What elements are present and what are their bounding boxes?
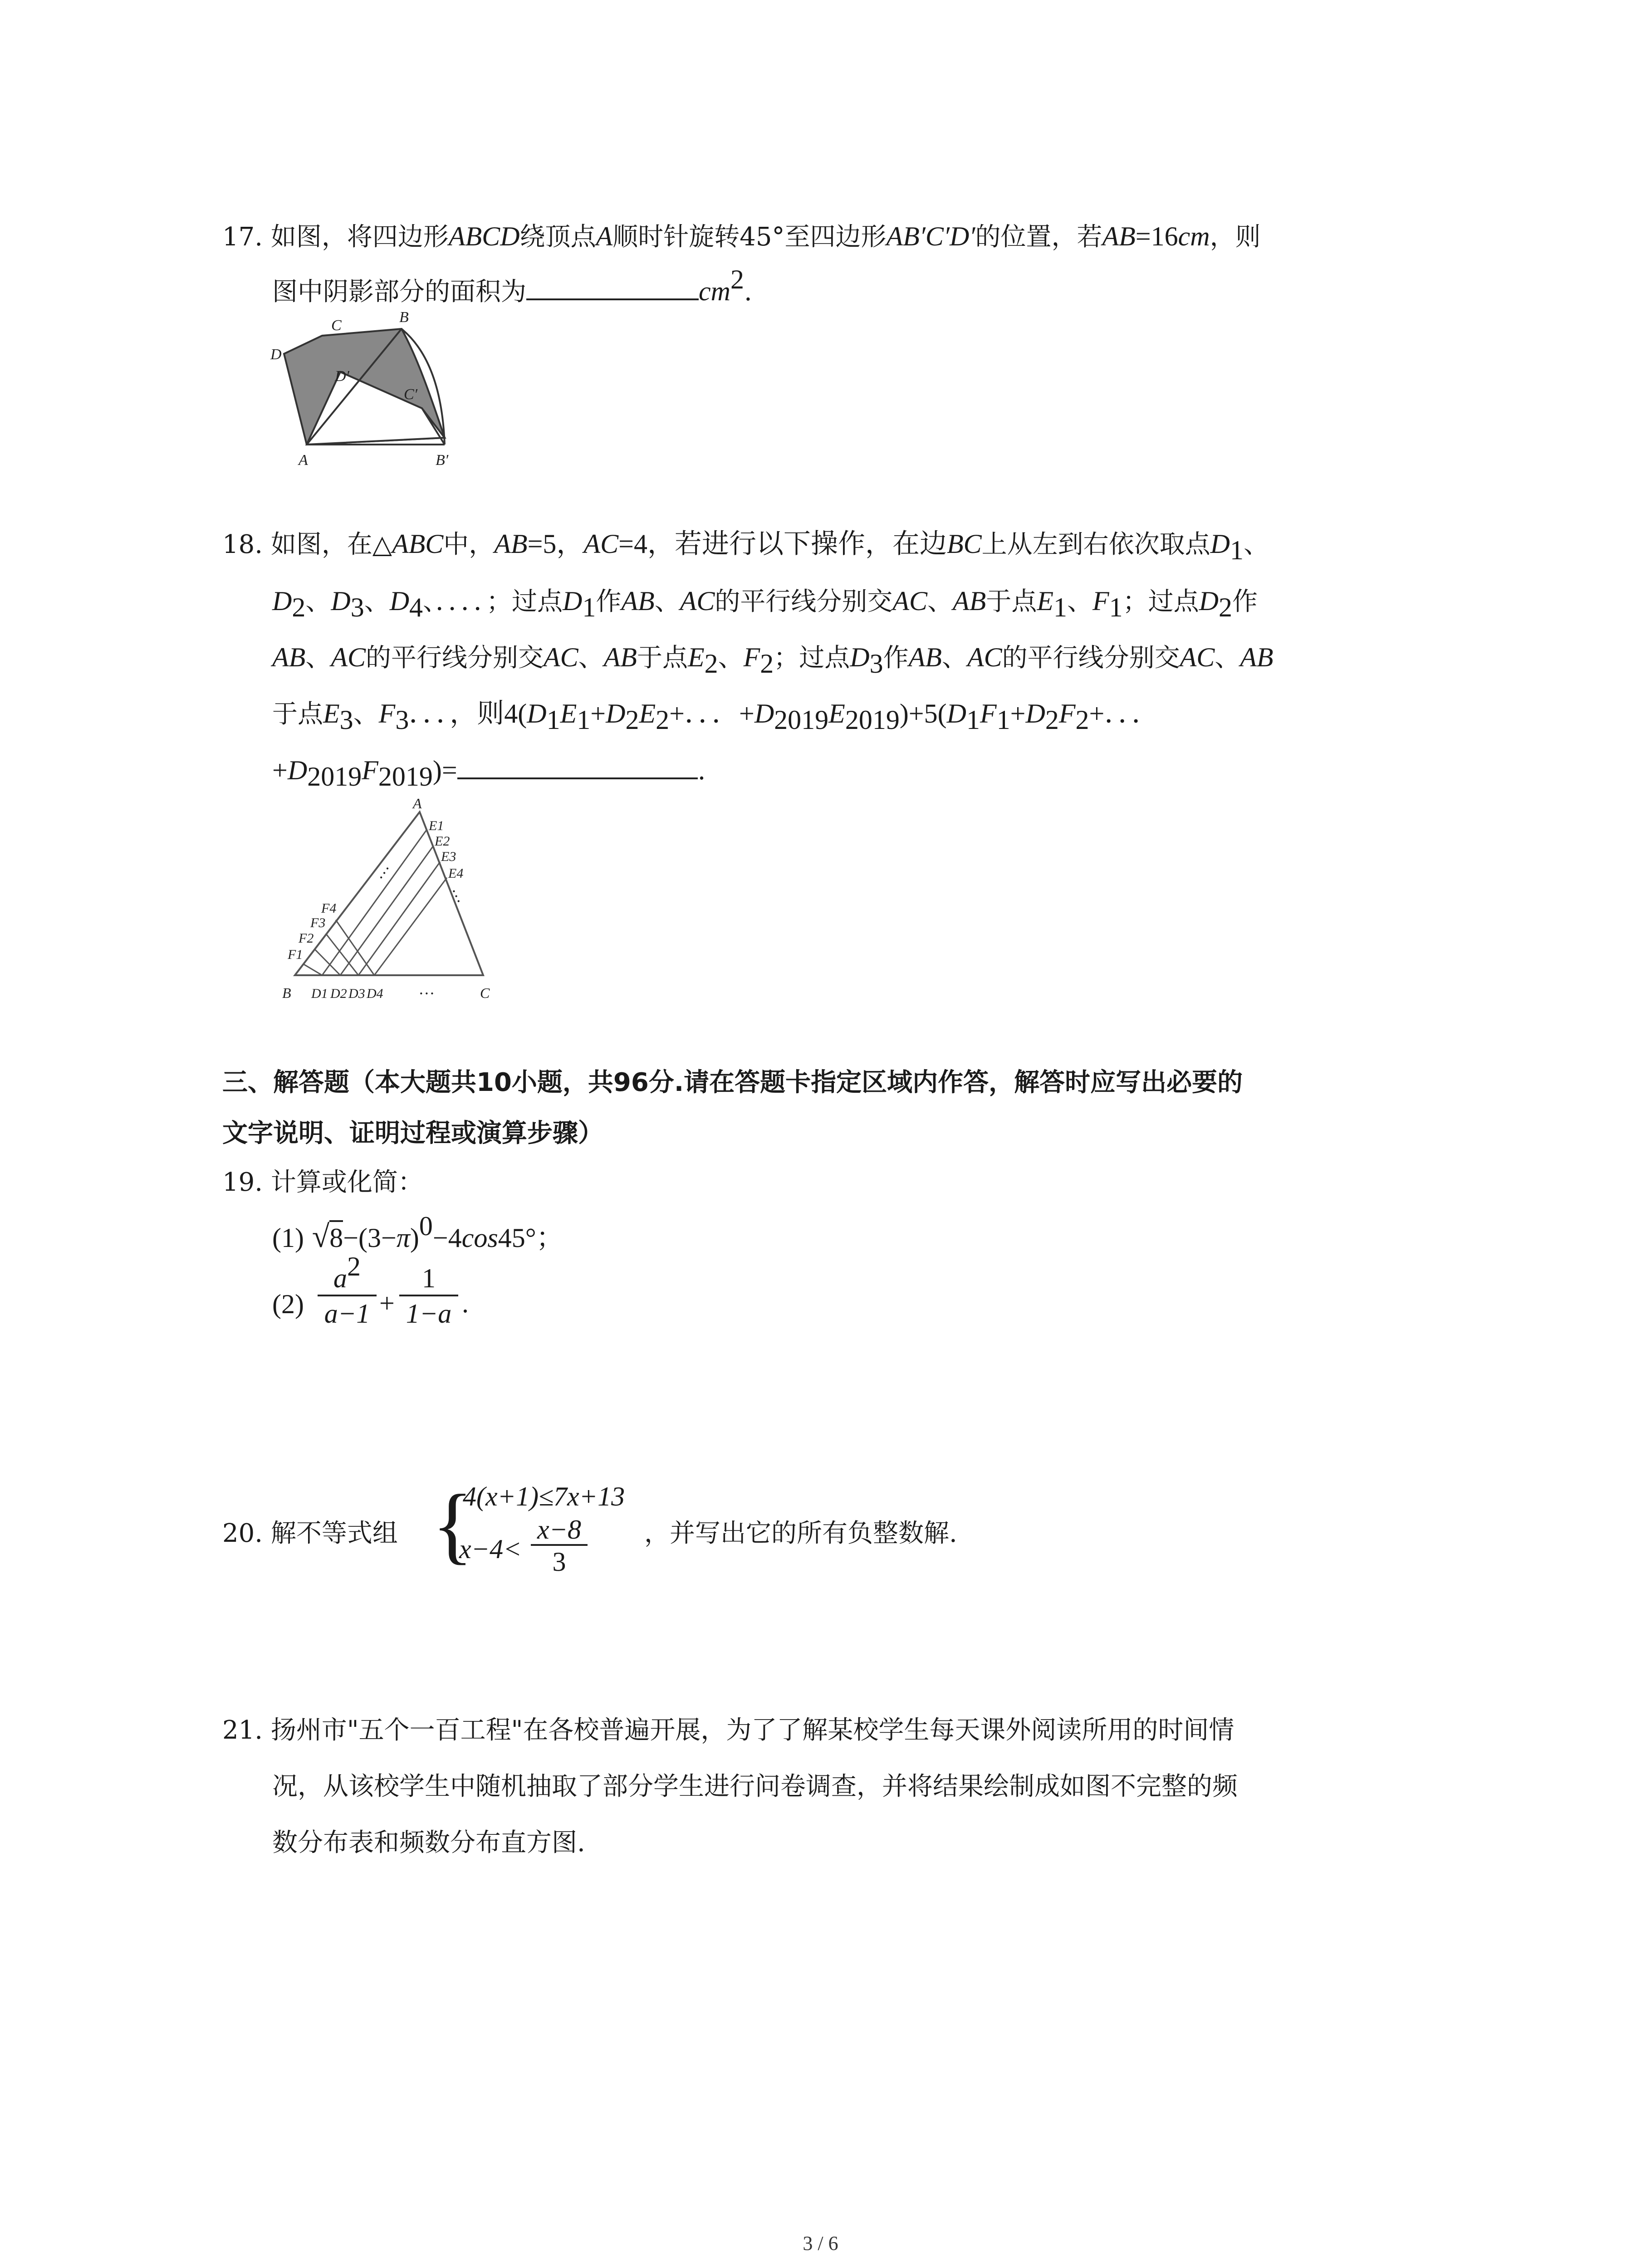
q19-text: 计算或化简：	[270, 1168, 423, 1197]
q19-exponent: 2	[347, 1251, 361, 1281]
q19-math: a	[333, 1263, 347, 1293]
q19-math: )	[410, 1223, 419, 1253]
q17-label-d: D	[270, 346, 282, 363]
q17-text: ，则	[1210, 222, 1261, 252]
q18-math: D	[1025, 699, 1045, 728]
q18-sub: 3	[869, 649, 883, 679]
q18-sub: 1	[996, 705, 1010, 735]
q18-math: D	[287, 755, 308, 785]
q18-math: AC	[583, 529, 619, 559]
q18-sub: 3	[395, 705, 409, 735]
q18-math: AB	[494, 529, 528, 559]
q20-lead	[222, 1518, 398, 1549]
q18-sub: 1	[1053, 592, 1067, 622]
q19-fraction-2	[399, 1262, 458, 1331]
q17-unit: cm	[699, 276, 730, 306]
q20-fraction	[531, 1515, 588, 1578]
q18-math: AB	[908, 642, 942, 672]
q20-frac-denominator: 3	[552, 1547, 566, 1577]
q18-math: +	[272, 755, 288, 785]
q17-label-cp: C′	[404, 386, 418, 403]
q19-math: cos	[461, 1223, 498, 1253]
q18-text: 上从左到右依次取点	[981, 530, 1210, 559]
q17-math: =16	[1135, 221, 1178, 251]
q19-title	[222, 1167, 423, 1198]
page-number: 3 / 6	[803, 2232, 838, 2254]
q18-math: )+5(	[899, 699, 947, 728]
q18-text: 如图，在△	[270, 530, 392, 559]
q17-label-bp: B′	[436, 452, 449, 469]
q17-text: 的位置，若	[975, 222, 1102, 252]
q18-label-c: C	[480, 985, 490, 1001]
q17-text: 绕顶点	[519, 222, 596, 252]
q18-text: 于点	[986, 587, 1037, 616]
q19-frac1-denominator: a−1	[324, 1299, 370, 1329]
answer-blank[interactable]	[457, 754, 698, 779]
section3-heading-line2: 文字说明、证明过程或演算步骤）	[222, 1119, 603, 1148]
q18-text: =4，若进行以下操作，在边	[618, 529, 947, 559]
q19-radicand: 8	[329, 1220, 343, 1253]
q18-text: 、	[364, 587, 390, 616]
q17-label-dp: D′	[335, 368, 349, 385]
q18-sub: 4	[409, 592, 423, 622]
q20-inequality-1: 4(x+1)≤7x+13	[463, 1481, 625, 1511]
q18-math: AB	[272, 642, 306, 672]
q17-label-c: C	[331, 317, 342, 334]
q18-sub: 2	[1045, 705, 1059, 735]
q20-text: 解不等式组	[270, 1519, 398, 1548]
q18-math: F	[980, 699, 997, 728]
q17-text: 图中阴影部分的面积为	[272, 277, 526, 307]
q21-text: 扬州市"五个一百工程"在各校普遍开展，为了了解某校学生每天课外阅读所用的时间情	[270, 1716, 1234, 1745]
q18-math: D	[850, 642, 870, 672]
q18-text: 作	[883, 643, 909, 673]
q18-text: 、	[1215, 643, 1240, 673]
q18-sub: 1	[1109, 592, 1123, 622]
q20-number: 20.	[222, 1519, 263, 1548]
q18-figure	[272, 798, 508, 1007]
q18-sub: 2	[760, 649, 774, 679]
q17-label-a: A	[299, 452, 308, 469]
q18-math: F	[1092, 586, 1109, 616]
q18-text: 于点	[637, 643, 688, 673]
q18-math: D	[563, 586, 583, 616]
q18-label-b: B	[282, 985, 291, 1001]
q18-label-d1: D1	[311, 986, 328, 1001]
q18-text: 作	[596, 587, 622, 616]
sqrt-icon: √	[312, 1219, 330, 1254]
q18-label-e4: E4	[448, 866, 464, 881]
q18-text: 、	[1067, 587, 1092, 616]
q18-label-e1: E1	[429, 818, 444, 833]
q18-dots-right: …	[449, 884, 472, 905]
q18-math: AB	[953, 586, 986, 616]
q18-sub: 3	[339, 705, 353, 735]
q18-math: E	[323, 699, 340, 728]
q18-sub: 2019	[845, 705, 900, 735]
q18-sub: 1	[582, 592, 596, 622]
q18-math: F	[743, 642, 760, 672]
q18-math: D	[1199, 586, 1219, 616]
q18-label-f2: F2	[299, 931, 314, 946]
q18-math: E	[560, 699, 577, 728]
q19-frac2-numerator: 1	[422, 1263, 436, 1293]
q18-sub: 2	[292, 592, 306, 622]
q18-sub: 2019	[307, 762, 362, 792]
q17-line2	[272, 264, 752, 308]
q18-math: D	[527, 699, 547, 728]
q18-sub: 1	[1230, 535, 1244, 565]
q18-math: D	[1210, 529, 1230, 559]
q18-label-f4: F4	[321, 901, 337, 916]
q18-line4	[272, 698, 1159, 735]
q17-label-b: B	[399, 309, 409, 326]
q18-text: 的平行线分别交	[365, 643, 544, 673]
q18-math: D	[946, 699, 966, 728]
q19-part-label: (2)	[272, 1289, 304, 1319]
q18-math: AB	[1240, 642, 1274, 672]
q19-math: 45°；	[498, 1223, 563, 1253]
q17-math: ABCD	[448, 221, 520, 251]
q18-math: AB	[621, 586, 655, 616]
q18-math: F	[378, 699, 396, 728]
q18-math: D	[272, 586, 292, 616]
q18-math: AC	[331, 642, 366, 672]
q18-sub: 2	[1219, 592, 1232, 622]
q18-sub: 1	[577, 705, 591, 735]
q17-math: AB′C′D′	[886, 221, 975, 251]
q18-text: 、	[718, 643, 744, 673]
q18-label-f3: F3	[310, 915, 326, 930]
q18-text: 、	[353, 699, 379, 729]
q17-math: cm	[1178, 221, 1210, 251]
q19-number: 19.	[222, 1168, 263, 1197]
q18-math: )=	[432, 755, 457, 785]
q18-math: +．．．	[1089, 699, 1159, 728]
q18-math: AC	[892, 586, 928, 616]
q18-text: 、	[941, 643, 967, 673]
section3-heading-line1: 三、解答题（本大题共10小题，共96分.请在答题卡指定区域内作答，解答时应写出必要的	[222, 1068, 1243, 1097]
q18-math: F	[1058, 699, 1076, 728]
q18-math: =5，	[527, 529, 584, 559]
q18-text: 、	[578, 643, 604, 673]
q17-math: AB	[1102, 221, 1136, 251]
q21-number: 21.	[222, 1716, 263, 1745]
q18-math: D	[754, 699, 774, 728]
q18-sub: 2019	[774, 705, 829, 735]
q18-label-f1: F1	[288, 947, 303, 962]
q18-sub: 3	[350, 592, 364, 622]
q17-exponent: 2	[730, 264, 744, 294]
q18-text: .	[697, 756, 706, 786]
q18-text: 、	[305, 587, 331, 616]
q19-math: −4	[432, 1223, 462, 1253]
q18-math: +．．．+	[669, 699, 754, 728]
q17-figure	[268, 308, 485, 472]
q18-text: 于点	[272, 699, 323, 729]
q18-math: D	[606, 699, 626, 728]
q18-sub: 1	[546, 705, 560, 735]
q18-sub: 2	[656, 705, 670, 735]
q18-math: E	[828, 699, 845, 728]
q18-label-d2: D2	[330, 986, 347, 1001]
q19-part2-label	[272, 1288, 304, 1321]
q18-line3	[272, 641, 1274, 679]
q18-text: ；过点	[1122, 587, 1199, 616]
q18-text: 作	[1232, 587, 1258, 616]
q18-text: 、	[654, 587, 680, 616]
q18-label-e3: E3	[441, 849, 456, 864]
q17-math: A	[596, 221, 613, 251]
q18-text: 、	[305, 643, 331, 673]
q18-math: +	[1010, 699, 1026, 728]
q18-sub: 2	[704, 649, 718, 679]
q18-text: 、	[927, 587, 953, 616]
answer-blank[interactable]	[526, 275, 699, 300]
q18-math: E	[1037, 586, 1053, 616]
q18-dots-left: …	[369, 859, 392, 881]
q17-text: 如图，将四边形	[270, 222, 449, 252]
q18-sub: 2	[625, 705, 639, 735]
q18-math: F	[362, 755, 378, 785]
q17-text: .	[744, 277, 752, 307]
q18-math: AC	[680, 586, 715, 616]
q18-text: 、	[1243, 530, 1269, 559]
q18-label-d4: D4	[367, 986, 383, 1001]
q18-math: E	[639, 699, 656, 728]
q21-line1	[222, 1715, 1234, 1746]
q18-text: 的平行线分别交	[1002, 643, 1180, 673]
q18-math: AC	[1180, 642, 1215, 672]
q18-text: ；过点	[774, 643, 850, 673]
q18-math: BC	[946, 529, 982, 559]
q18-sub: 1	[966, 705, 980, 735]
q19-frac1-numerator	[318, 1251, 377, 1295]
q18-text: 的平行线分别交	[715, 587, 893, 616]
q18-line2	[272, 585, 1258, 622]
q18-line1	[222, 528, 1269, 565]
q18-sub: 2	[1075, 705, 1089, 735]
q17-number: 17.	[222, 222, 263, 252]
q18-number: 18.	[222, 530, 263, 559]
q18-math: AB	[603, 642, 637, 672]
q21-line2: 况，从该校学生中随机抽取了部分学生进行问卷调查，并将结果绘制成如图不完整的频	[272, 1772, 1238, 1801]
q18-math: AC	[543, 642, 578, 672]
q20-inequality-2-left: x−4<	[459, 1534, 522, 1564]
brace-icon: {	[432, 1477, 474, 1573]
q18-math: AC	[967, 642, 1002, 672]
q18-text: ．．．，则4(	[409, 699, 527, 728]
q18-math: +	[590, 699, 606, 728]
q19-exponent: 0	[419, 1211, 433, 1241]
q17-line1	[222, 220, 1261, 253]
q18-label-e2: E2	[435, 834, 450, 849]
q18-sub: 2019	[378, 762, 433, 792]
q18-line5	[272, 754, 706, 792]
q18-label-d3: D3	[348, 986, 365, 1001]
q21-line3: 数分布表和频数分布直方图.	[272, 1828, 585, 1857]
q17-text: 顺时针旋转45°至四边形	[612, 222, 887, 252]
q20-tail: ，并写出它的所有负整数解.	[644, 1519, 957, 1548]
q18-text: 中，	[443, 530, 495, 559]
q19-math: −(3−	[343, 1223, 397, 1253]
q18-label-a: A	[413, 798, 422, 811]
q19-frac2-denominator: 1−a	[406, 1299, 452, 1329]
q19-plus: +	[379, 1288, 395, 1318]
q20-frac-numerator: x−8	[537, 1515, 582, 1545]
q18-math: ABC	[392, 529, 444, 559]
q19-part-label: (1)	[272, 1223, 304, 1253]
q18-math: D	[331, 586, 351, 616]
q18-dots-bottom: …	[420, 980, 435, 998]
q19-end: .	[462, 1288, 469, 1318]
q19-math: π	[396, 1223, 410, 1253]
q18-text: 、．．．．；过点	[423, 587, 563, 616]
q18-math: D	[389, 586, 410, 616]
q18-math: E	[687, 642, 705, 672]
q19-part1	[272, 1211, 563, 1255]
q19-fraction-1	[318, 1251, 377, 1331]
